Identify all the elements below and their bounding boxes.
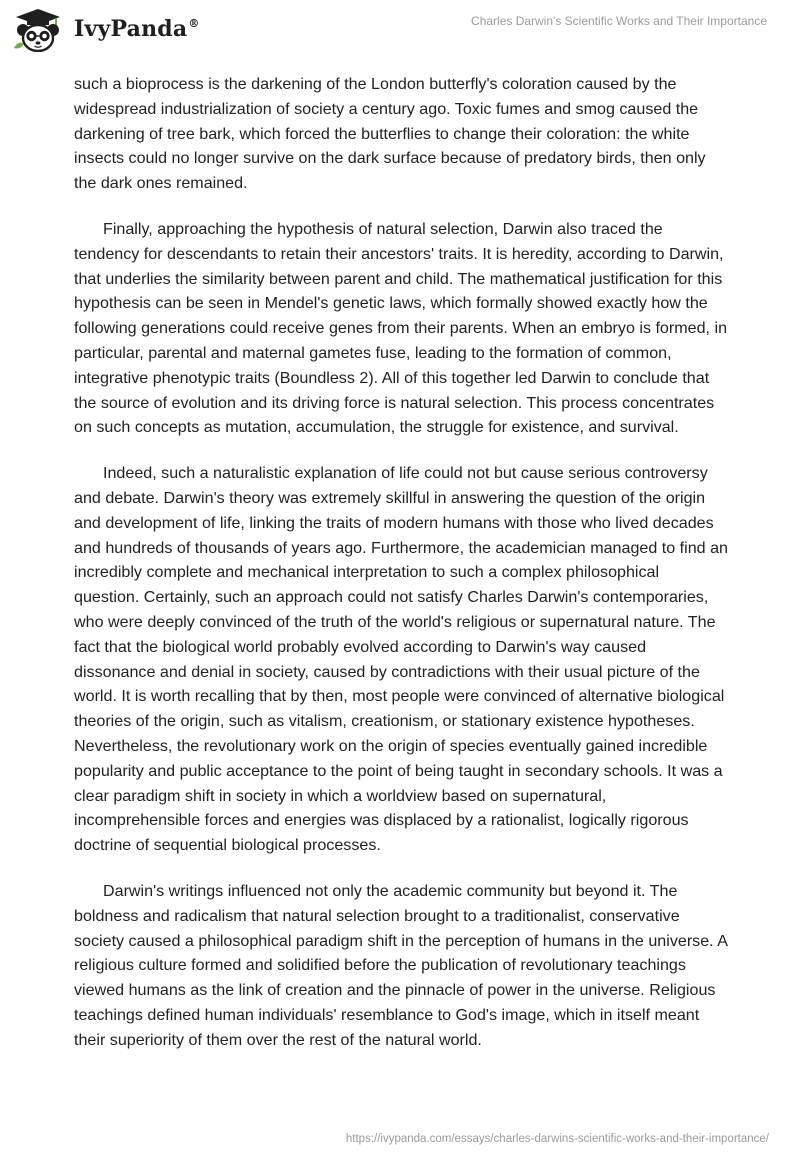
panda-graduate-icon [12, 8, 64, 52]
running-title: Charles Darwin's Scientific Works and Their Importance [471, 14, 767, 28]
brand-registered-mark: ® [188, 17, 200, 30]
essay-body [74, 72, 728, 1073]
brand-logo[interactable] [12, 8, 200, 52]
brand-name-text: IvyPanda [74, 16, 188, 42]
paragraph-2: Finally, approaching the hypothesis of natural selection, Darwin also traced the tendency for descendants to retain their ancestors' traits. It is heredity, according to Darwin, that underlies the similarity between parent and child. The mathematical justification for this hypothesis can be seen in Mendel's genetic laws, which formally showed exactly how the following generations could receive genes from their parents. When an embryo is formed, in particular, parental and maternal gametes fuse, leading to the formation of common, integrative phenotypic traits (Boundless 2). All of this together led Darwin to conclude that the source of evolution and its driving force is natural selection. This process concentrates on such concepts as mutation, accumulation, the struggle for existence, and survival. [74, 219, 728, 437]
source-url[interactable]: https://ivypanda.com/essays/charles-darwins-scientific-works-and-their-importance/ [345, 1133, 769, 1145]
paragraph-3: Indeed, such a naturalistic explanation of life could not but cause serious controversy and debate. Darwin's theory was extremely skillful in answering the question of the origin and development of life, linking the traits of modern humans with those who lived decades and hundreds of thousands of years ago. Furthermore, the academician managed to find an incredibly complete and mechanical interpretation to such a complex philosophical question. Certainly, such an approach could not satisfy Charles Darwin's contemporaries, who were deeply convinced of the truth of the world's religious or supernatural nature. The fact that the biological world probably evolved according to Darwin's way caused dissonance and denial in society, caused by contradictions with their usual picture of the world. It is worth recalling that by then, most people were convinced of alternative biological theories of the origin, such as vitalism, creationism, or stationary existence hypotheses. Nevertheless, the revolutionary work on the origin of species eventually gained incredible popularity and public acceptance to the point of being taught in secondary schools. It was a clear paradigm shift in society in which a worldview based on supernatural, incomprehensible forces and energies was displaced by a rationalist, logically rigorous doctrine of sequential biological processes. [74, 464, 728, 855]
paragraph-4: Darwin's writings influenced not only the academic community but beyond it. The boldness and radicalism that natural selection brought to a traditionalist, conservative society caused a philosophical paradigm shift in the perception of humans in the universe. A religious culture formed and solidified before the publication of revolutionary teachings viewed humans as the link of creation and the pinnacle of power in the universe. Religious teachings defined human individuals' resemblance to God's image, which in itself meant their superiority of them over the rest of the natural world. [74, 881, 728, 1049]
paragraph-1: such a bioprocess is the darkening of the London butterfly's coloration caused by the widespread industrialization of society a century ago. Toxic fumes and smog caused the darkening of tree bark, which forced the butterflies to change their coloration: the white insects could no longer survive on the dark surface because of predatory birds, then only the dark ones remained. [74, 75, 706, 193]
brand-name [74, 16, 200, 42]
page-header [0, 0, 800, 60]
